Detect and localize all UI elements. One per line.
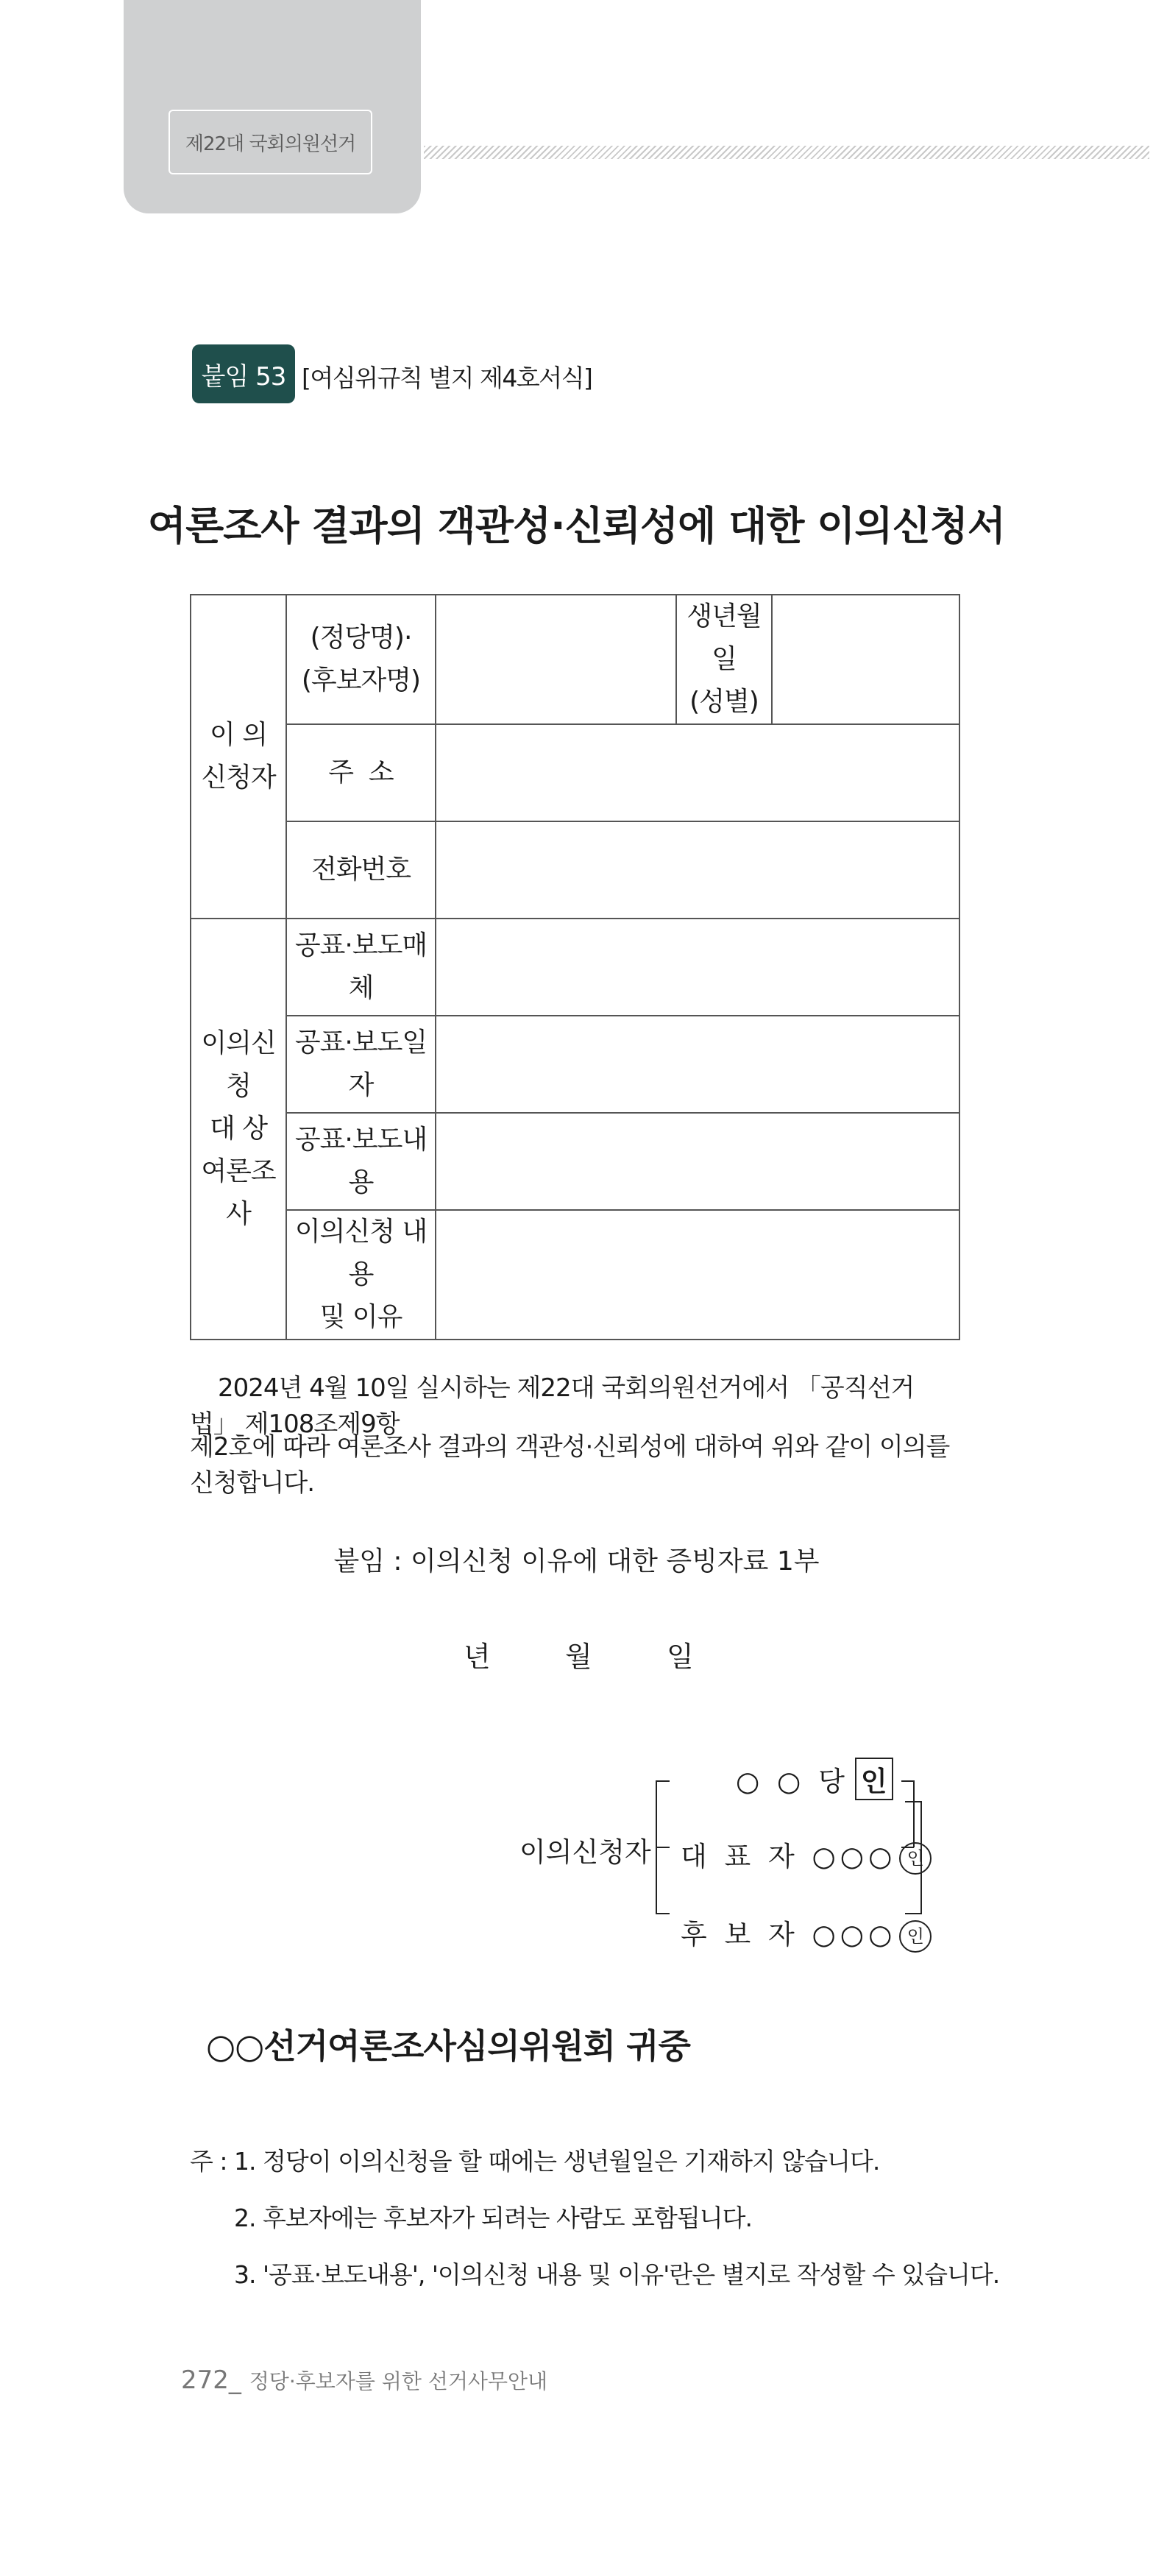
note-2: 2. 후보자에는 후보자가 되려는 사람도 포함됩니다. — [234, 2204, 752, 2232]
party-row — [736, 1758, 893, 1800]
page-footer — [181, 2366, 547, 2395]
notes — [190, 2133, 999, 2303]
form-reference: [여심위규칙 별지 제4호서식] — [302, 364, 592, 392]
media-label: 공표·보도매체 — [286, 919, 436, 1016]
date-label: 공표·보도일자 — [286, 1016, 436, 1113]
candidate-name: 후 보 자 ○○○ — [681, 1919, 897, 1950]
phone-field[interactable] — [436, 821, 959, 919]
media-field[interactable] — [436, 919, 959, 1016]
representative-name: 대 표 자 ○○○ — [681, 1841, 897, 1872]
page-number: 272_ — [181, 2366, 241, 2395]
book-title: 정당·후보자를 위한 선거사무안내 — [249, 2369, 548, 2393]
header-stripe — [424, 146, 1149, 159]
attachment-badge: 붙임 53 — [192, 344, 295, 403]
reason-field[interactable] — [436, 1210, 959, 1340]
birth-gender-label: 생년월일 (성별) — [676, 595, 772, 724]
body-line-2: 제2호에 따라 여론조사 결과의 객관성·신뢰성에 대하여 위와 같이 이의를 신청합니다. — [190, 1432, 950, 1498]
note-3: 3. '공표·보도내용', '이의신청 내용 및 이유'란은 별지로 작성할 수 있습니다. — [234, 2260, 1000, 2289]
addressee: ○○선거여론조사심의위원회 귀중 — [206, 2026, 690, 2066]
body-line-1: 2024년 4월 10일 실시하는 제22대 국회의원선거에서 「공직선거법」 제108조제9항 — [190, 1373, 915, 1439]
party-name: ○ ○ 당 — [736, 1766, 849, 1797]
candidate-seal: 인 — [899, 1920, 932, 1953]
date-field[interactable] — [436, 1016, 959, 1113]
date-day: 일 — [667, 1641, 694, 1673]
signature-label: 이의신청자 — [519, 1836, 651, 1868]
section-label: 제22대 국회의원선거 — [168, 110, 372, 174]
applicant-group-label: 이 의 신청자 — [191, 595, 286, 919]
party-candidate-label: (정당명)· (후보자명) — [286, 595, 436, 724]
date-month: 월 — [565, 1641, 592, 1673]
content-label: 공표·보도내용 — [286, 1113, 436, 1210]
content-field[interactable] — [436, 1113, 959, 1210]
attachment-note: 붙임 : 이의신청 이유에 대한 증빙자료 1부 — [333, 1546, 820, 1577]
address-field[interactable] — [436, 724, 959, 821]
header-tab — [124, 0, 421, 213]
note-1: 주 : 1. 정당이 이의신청을 할 때에는 생년월일은 기재하지 않습니다. — [190, 2147, 880, 2176]
representative-seal: 인 — [899, 1842, 932, 1875]
date-year: 년 — [464, 1641, 491, 1673]
party-candidate-field[interactable] — [436, 595, 676, 724]
phone-label: 전화번호 — [286, 821, 436, 919]
representative-row — [681, 1834, 932, 1875]
candidate-row — [681, 1912, 932, 1953]
party-seal: 인 — [855, 1758, 893, 1800]
target-group-label: 이의신청 대 상 여론조사 — [191, 919, 286, 1340]
reason-label: 이의신청 내용 및 이유 — [286, 1210, 436, 1340]
address-label: 주 소 — [286, 724, 436, 821]
document-title: 여론조사 결과의 객관성·신뢰성에 대한 이의신청서 — [147, 503, 1006, 549]
birth-gender-field[interactable] — [772, 595, 959, 724]
application-form-table — [190, 594, 960, 1340]
